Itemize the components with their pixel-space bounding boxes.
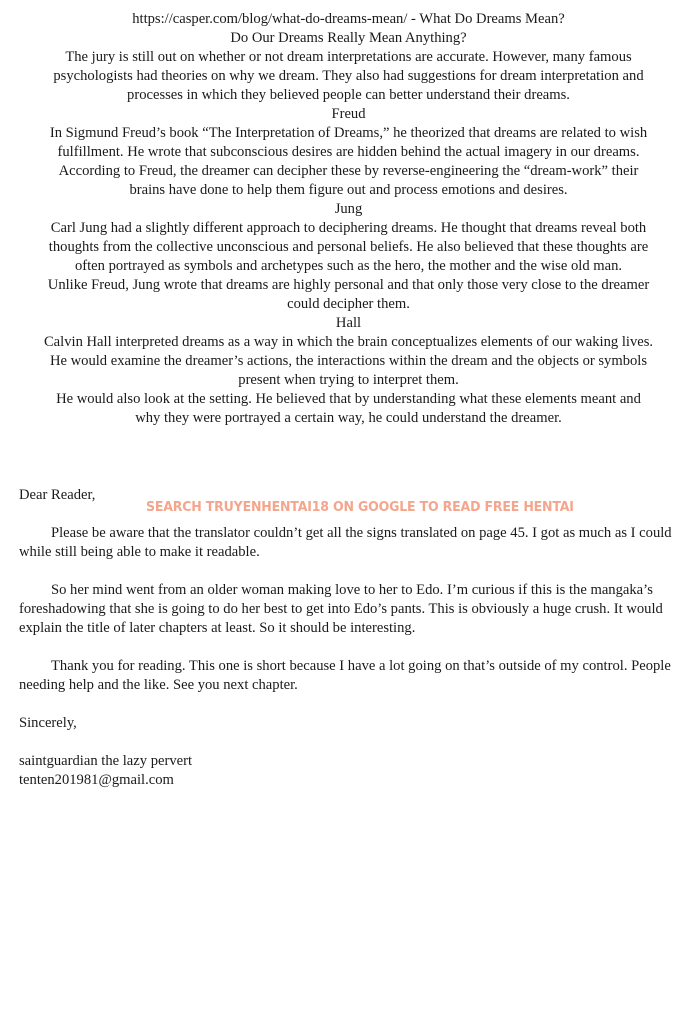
letter-signature: saintguardian the lazy pervert (19, 753, 193, 769)
jung-line: Carl Jung had a slightly different approach to deciphering dreams. He thought that dreams reveal both (50, 220, 647, 236)
source-line: https://casper.com/blog/what-do-dreams-mean/ - What Do Dreams Mean? (132, 11, 565, 27)
hall-line: present when trying to interpret them. (238, 372, 459, 388)
intro-line: psychologists had theories on why we dream. They also had suggestions for dream interpretation and (53, 68, 644, 84)
hall-line: He would also look at the setting. He believed that by understanding what these elements meant and (56, 391, 641, 407)
freud-line: brains have done to help them figure out and process emotions and desires. (129, 182, 568, 198)
letter-closing: Sincerely, (19, 715, 77, 731)
watermark-banner: SEARCH TRUYENHENTAI18 ON GOOGLE TO READ FREE HENTAI (146, 499, 574, 515)
jung-line: Unlike Freud, Jung wrote that dreams are highly personal and that only those very close to the dreamer (47, 277, 650, 293)
letter-paragraph: Thank you for reading. This one is short because I have a lot going on that’s outside of my control. People needing help and the like. See you next chapter. (19, 658, 671, 693)
translator-letter (19, 486, 689, 790)
freud-line: fulfillment. He wrote that subconscious desires are hidden behind the actual imagery in our dreams. (57, 144, 640, 160)
section-heading-jung: Jung (334, 201, 363, 217)
jung-line: could decipher them. (287, 296, 410, 312)
letter-email: tenten201981@gmail.com (19, 772, 174, 788)
hall-line: why they were portrayed a certain way, he could understand the dreamer. (135, 410, 562, 426)
section-heading-freud: Freud (331, 106, 366, 122)
article-title: Do Our Dreams Really Mean Anything? (230, 30, 467, 46)
intro-line: The jury is still out on whether or not dream interpretations are accurate. However, many famous (65, 49, 632, 65)
letter-paragraph: Please be aware that the translator couldn’t get all the signs translated on page 45. I got as much as I could while still being able to make it readable. (19, 525, 672, 560)
jung-line: often portrayed as symbols and archetypes such as the hero, the mother and the wise old man. (74, 258, 623, 274)
intro-line: processes in which they believed people can better understand their dreams. (127, 87, 570, 103)
hall-line: He would examine the dreamer’s actions, the interactions within the dream and the objects or symbols (49, 353, 648, 369)
freud-line: According to Freud, the dreamer can decipher these by reverse-engineering the “dream-work” their (58, 163, 639, 179)
jung-line: thoughts from the collective unconscious and personal beliefs. He also believed that these thoughts are (48, 239, 649, 255)
section-heading-hall: Hall (335, 315, 362, 331)
letter-greeting: Dear Reader, (19, 487, 96, 503)
dream-article (0, 10, 697, 428)
letter-paragraph: So her mind went from an older woman making love to her to Edo. I’m curious if this is the mangaka’s foreshadowing that she is going to do her best to get into Edo’s pants. This is obviously a huge crush. It would explain the title of later chapters at least. So it should be interesting. (19, 582, 663, 636)
freud-line: In Sigmund Freud’s book “The Interpretation of Dreams,” he theorized that dreams are related to wish (49, 125, 648, 141)
hall-line: Calvin Hall interpreted dreams as a way in which the brain conceptualizes elements of our waking lives. (43, 334, 654, 350)
